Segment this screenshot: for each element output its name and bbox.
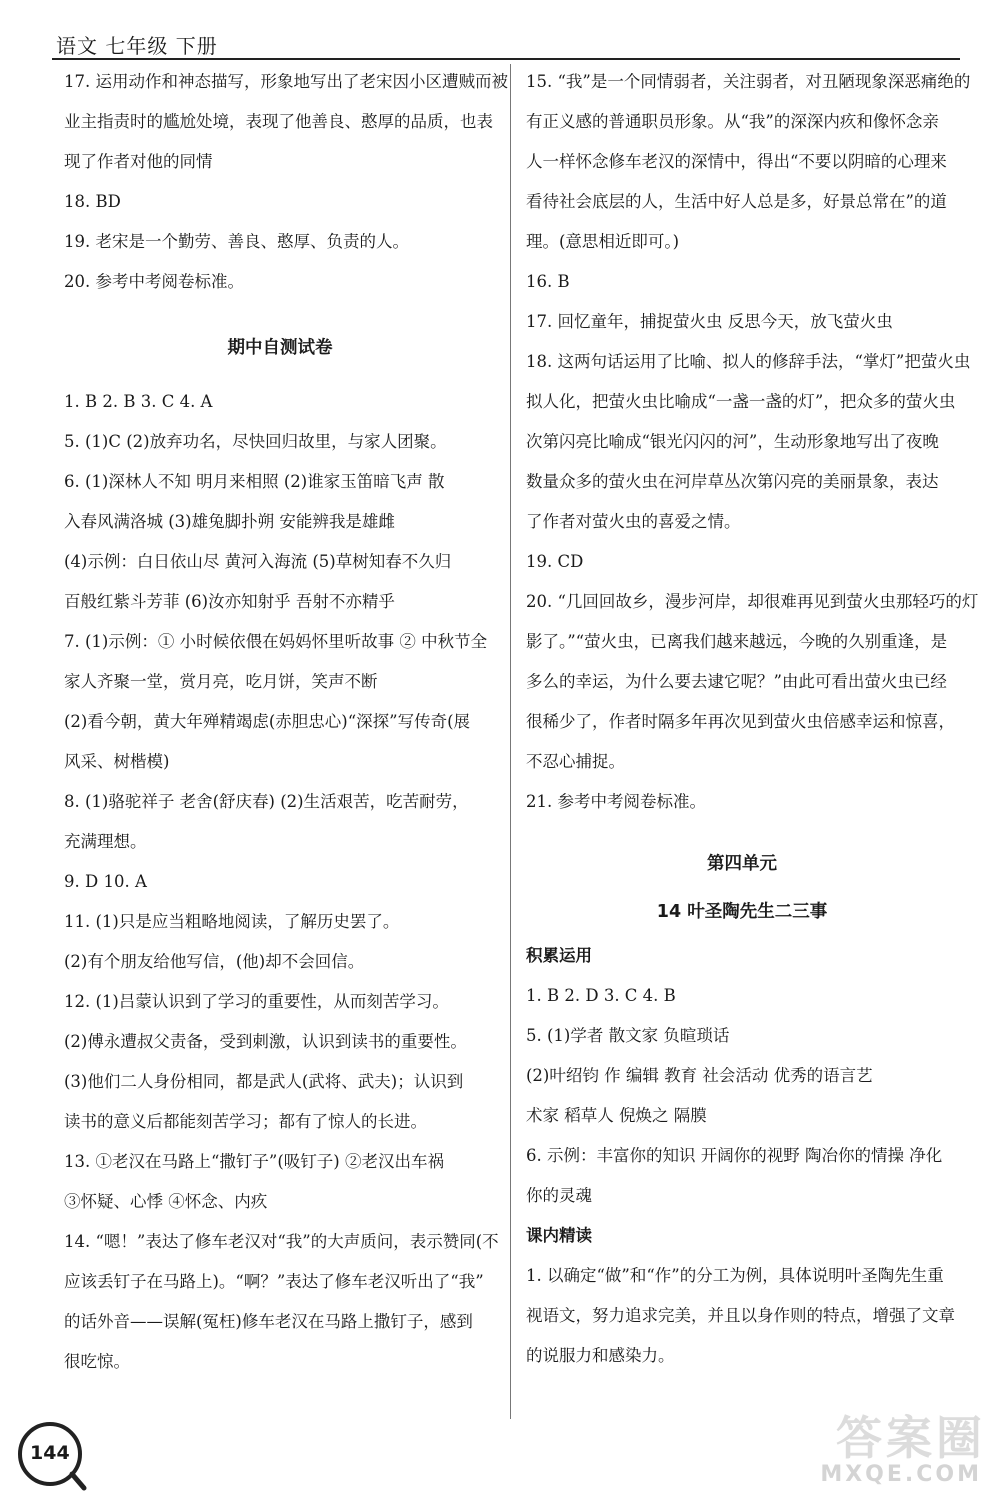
answer-20: 20. 参考中考阅卷标准。 (64, 272, 244, 291)
answer-19: 19. 老宋是一个勤劳、善良、憨厚、负责的人。 (64, 232, 409, 251)
answer-5-line: 5. (1)学者 散文家 负暄琐话 (526, 1026, 730, 1045)
answer-1-line: 视语文，努力追求完美，并且以身作则的特点，增强了文章 (526, 1306, 955, 1325)
answers-1-4: 1. B 2. D 3. C 4. B (526, 986, 676, 1005)
answer-18-line: 了作者对萤火虫的喜爱之情。 (526, 512, 741, 531)
answer-1-line: 1. 以确定“做”和“作”的分工为例，具体说明叶圣陶先生重 (526, 1266, 944, 1285)
answer-12-line: 读书的意义后都能刻苦学习；都有了惊人的长进。 (64, 1112, 427, 1131)
answer-6-line: 入春风满洛城 (3)雄兔脚扑朔 安能辨我是雄雌 (64, 512, 395, 531)
header-rule (52, 58, 960, 60)
watermark (786, 1402, 986, 1500)
answer-5-line: (2)叶绍钧 作 编辑 教育 社会活动 优秀的语言艺 (526, 1066, 873, 1085)
page-number: 144 (30, 1442, 70, 1464)
answer-1-line: 的说服力和感染力。 (526, 1346, 675, 1365)
answer-8-line: 充满理想。 (64, 832, 147, 851)
answer-18-line: 数量众多的萤火虫在河岸草丛次第闪亮的美丽景象，表达 (526, 472, 939, 491)
watermark-logo-text: 答案圈 (836, 1411, 986, 1465)
answer-7-line: (2)看今朝，黄大年殚精竭虑(赤胆忠心)“深探”写传奇(展 (64, 712, 471, 731)
answer-15-line: 人一样怀念修车老汉的深情中，得出“不要以阴暗的心理来 (526, 152, 947, 171)
answer-13-line: 13. ①老汉在马路上“撒钉子”(吸钉子) ②老汉出车祸 (64, 1152, 444, 1171)
answer-14-line: 很吃惊。 (64, 1352, 130, 1371)
answer-11-line: 11. (1)只是应当粗略地阅读，了解历史罢了。 (64, 912, 400, 931)
watermark-url: MXQE.COM (820, 1462, 982, 1487)
answers-1-4: 1. B 2. B 3. C 4. A (64, 392, 213, 411)
answer-5: 5. (1)C (2)放弃功名，尽快回归故里，与家人团聚。 (64, 432, 447, 451)
answer-15-line: 15. “我”是一个同情弱者，关注弱者，对丑陋现象深恶痛绝的 (526, 72, 971, 91)
right-column (526, 62, 979, 1376)
answer-20-line: 20. “几回回故乡，漫步河岸，却很难再见到萤火虫那轻巧的灯 (526, 592, 979, 611)
answer-20-line: 多么的幸运，为什么要去逮它呢？”由此可看出萤火虫已经 (526, 672, 947, 691)
section-heading-intensive-reading: 课内精读 (526, 1226, 592, 1245)
section-heading-accumulation: 积累运用 (526, 946, 592, 965)
answer-12-line: (3)他们二人身份相同，都是武人(武将、武夫)；认识到 (64, 1072, 464, 1091)
answer-11-line: (2)有个朋友给他写信，(他)却不会回信。 (64, 952, 365, 971)
answer-14-line: 的话外音——误解(冤枉)修车老汉在马路上撒钉子，感到 (64, 1312, 473, 1331)
answer-6-line: 你的灵魂 (526, 1186, 592, 1205)
answer-8-line: 8. (1)骆驼祥子 老舍(舒庆春) (2)生活艰苦，吃苦耐劳， (64, 792, 469, 811)
answer-17-line: 现了作者对他的同情 (64, 152, 213, 171)
answer-17-line: 业主指责时的尴尬处境，表现了他善良、憨厚的品质，也表 (64, 112, 493, 131)
midterm-title: 期中自测试卷 (227, 338, 333, 358)
answer-7-line: 风采、树楷模) (64, 752, 170, 771)
answer-18: 18. BD (64, 192, 121, 211)
unit-title: 第四单元 (707, 854, 777, 874)
answer-6-line: 6. (1)深林人不知 明月来相照 (2)谁家玉笛暗飞声 散 (64, 472, 445, 491)
answer-14-line: 14. “嗯！”表达了修车老汉对“我”的大声质问，表示赞同(不 (64, 1232, 499, 1251)
answer-17-line: 17. 运用动作和神态描写，形象地写出了老宋因小区遭贼而被 (64, 72, 508, 91)
answer-20-line: 影了。”“萤火虫，已离我们越来越远，今晚的久别重逢，是 (526, 632, 948, 651)
answer-6-line: 6. 示例：丰富你的知识 开阔你的视野 陶冶你的情操 净化 (526, 1146, 943, 1165)
answer-7-line: 7. (1)示例：① 小时候依偎在妈妈怀里听故事 ② 中秋节全 (64, 632, 488, 651)
answer-15-line: 理。(意思相近即可。) (526, 232, 680, 251)
page-header: 语文 七年级 下册 (56, 34, 218, 58)
left-column (64, 62, 508, 1382)
answer-21: 21. 参考中考阅卷标准。 (526, 792, 706, 811)
answer-17: 17. 回忆童年，捕捉萤火虫 反思今天，放飞萤火虫 (526, 312, 893, 331)
answer-7-line: 家人齐聚一堂，赏月亮，吃月饼，笑声不断 (64, 672, 378, 691)
answer-18-line: 18. 这两句话运用了比喻、拟人的修辞手法，“掌灯”把萤火虫 (526, 352, 971, 371)
column-divider (510, 64, 511, 1419)
answer-6-line: 百般红紫斗芳菲 (6)汝亦知射乎 吾射不亦精乎 (64, 592, 395, 611)
answer-12-line: 12. (1)吕蒙认识到了学习的重要性，从而刻苦学习。 (64, 992, 449, 1011)
answer-12-line: (2)傅永遭叔父责备，受到刺激，认识到读书的重要性。 (64, 1032, 467, 1051)
answer-16: 16. B (526, 272, 570, 291)
answer-13-line: ③怀疑、心悸 ④怀念、内疚 (64, 1192, 268, 1211)
answer-20-line: 不忍心捕捉。 (526, 752, 625, 771)
answer-20-line: 很稀少了，作者时隔多年再次见到萤火虫倍感幸运和惊喜， (526, 712, 955, 731)
answer-19: 19. CD (526, 552, 584, 571)
answer-5-line: 术家 稻草人 倪焕之 隔膜 (526, 1106, 707, 1125)
answer-14-line: 应该丢钉子在马路上)。“啊？”表达了修车老汉听出了“我” (64, 1272, 484, 1291)
answer-15-line: 看待社会底层的人，生活中好人总是多，好景总常在”的道 (526, 192, 947, 211)
answer-18-line: 次第闪亮比喻成“银光闪闪的河”，生动形象地写出了夜晚 (526, 432, 939, 451)
answers-9-10: 9. D 10. A (64, 872, 147, 891)
answer-18-line: 拟人化，把萤火虫比喻成“一盏一盏的灯”，把众多的萤火虫 (526, 392, 956, 411)
answer-15-line: 有正义感的普通职员形象。从“我”的深深内疚和像怀念亲 (526, 112, 939, 131)
lesson-title: 14 叶圣陶先生二三事 (656, 902, 828, 922)
answer-6-line: (4)示例：白日依山尽 黄河入海流 (5)草树知春不久归 (64, 552, 452, 571)
